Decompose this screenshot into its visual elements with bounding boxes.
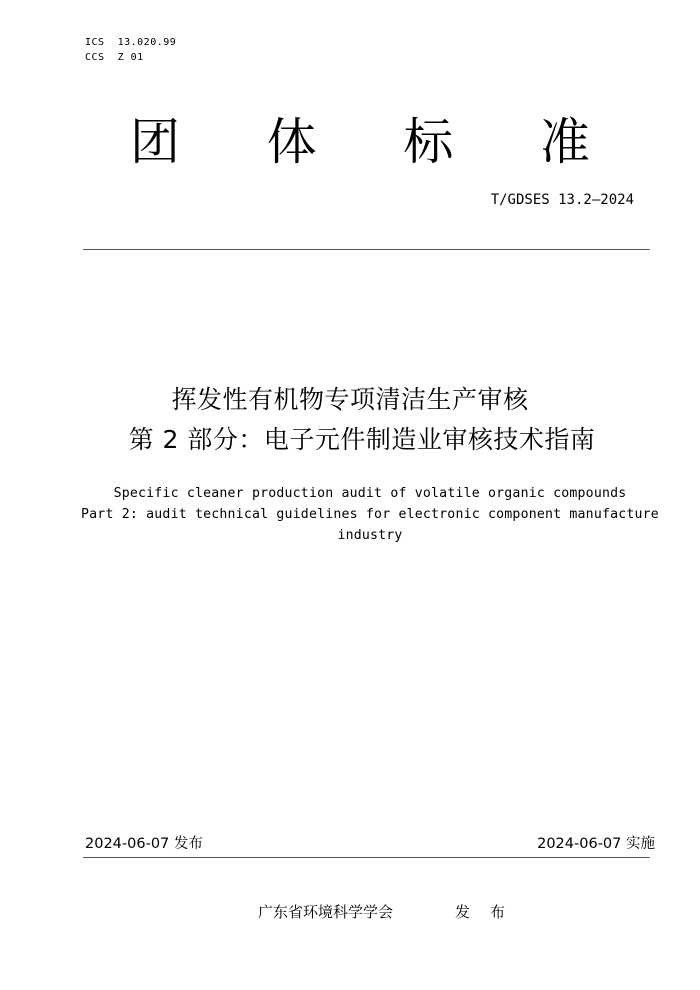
publish-label: 发布	[455, 903, 526, 921]
ccs-code: CCS Z 01	[85, 52, 144, 63]
document-type-heading	[130, 112, 590, 172]
en-title-line-3: industry	[337, 528, 403, 543]
en-title	[75, 483, 665, 546]
ics-code: ICS 13.020.99	[85, 37, 177, 48]
cn-title-line-1: 挥发性有机物专项清洁生产审核	[171, 385, 529, 414]
publisher-name: 广东省环境科学学会	[258, 903, 394, 921]
en-title-line-1: Specific cleaner production audit of volatile organic compounds	[113, 486, 627, 501]
heading-char-4: 准	[539, 113, 590, 171]
cn-title-line-2: 第 2 部分：电子元件制造业审核技术指南	[128, 425, 596, 454]
bottom-divider	[83, 857, 650, 858]
heading-char-3: 标	[403, 113, 454, 171]
issue-date: 2024-06-07 发布	[85, 836, 203, 852]
heading-char-2: 体	[266, 113, 317, 171]
top-divider	[83, 249, 650, 250]
standard-number: T/GDSES 13.2—2024	[490, 192, 634, 208]
en-title-line-2: Part 2: audit technical guidelines for electronic component manufacture	[81, 507, 659, 522]
heading-char-1: 团	[130, 113, 180, 171]
implementation-date: 2024-06-07 实施	[537, 836, 655, 852]
